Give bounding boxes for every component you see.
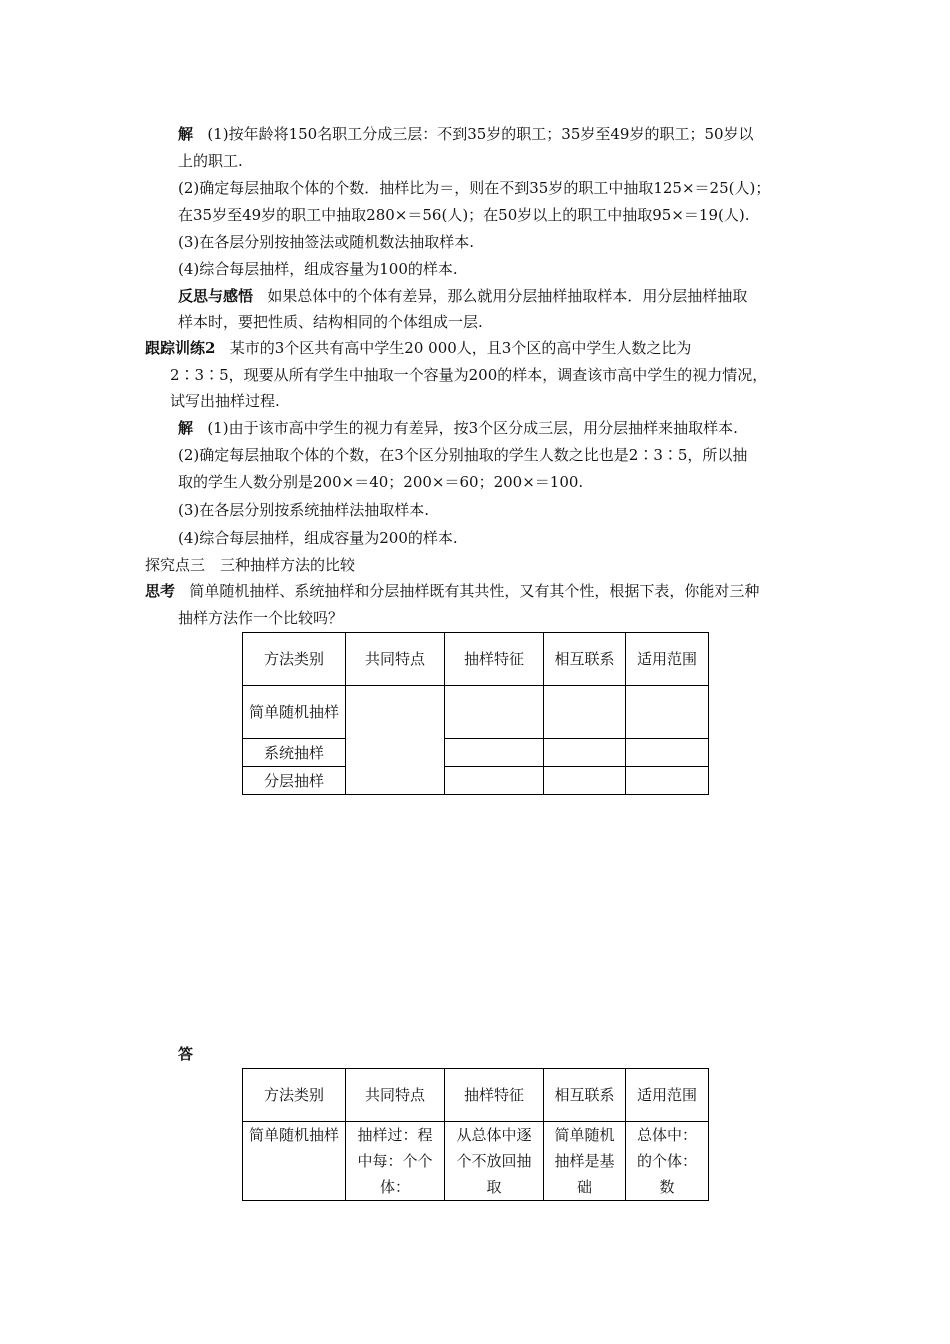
- reflection-label: 反思与感悟: [178, 287, 254, 305]
- solution2-label: 解: [178, 419, 194, 437]
- reflection-line-2: 样本时，要把性质、结构相同的个体组成一层.: [178, 313, 483, 331]
- header-cell: 抽样特征: [445, 1069, 544, 1122]
- row-label-cell: 分层抽样: [243, 767, 346, 795]
- training-line-2: 2∶3∶5，现要从所有学生中抽取一个容量为200的样本，调查该市高中学生的视力情况，: [170, 366, 768, 384]
- table-row: [243, 767, 709, 795]
- solution-line-1: 解 (1)按年龄将150名职工分成三层：不到35岁的职工；35岁至49岁的职工；50岁以: [178, 125, 754, 143]
- header-cell: 共同特点: [346, 1069, 445, 1122]
- row-label-cell: 简单随机抽样: [243, 686, 346, 739]
- table-row: [243, 1122, 709, 1201]
- training-line-3: 试写出抽样过程.: [170, 392, 280, 410]
- header-cell: 适用范围: [626, 1069, 709, 1122]
- data-cell: 从总体中逐个不放回抽取: [445, 1122, 544, 1201]
- empty-cell: [544, 767, 626, 795]
- table-row: [243, 739, 709, 767]
- solution-line-2: 上的职工.: [178, 152, 243, 170]
- reflection-line-1: 反思与感悟 如果总体中的个体有差异，那么就用分层抽样抽取样本．用分层抽样抽取: [178, 287, 748, 305]
- solution2-line-2: (2)确定每层抽取个体的个数，在3个区分别抽取的学生人数之比也是2∶3∶5，所以抽: [178, 446, 748, 464]
- table-header-row: [243, 1069, 709, 1122]
- solution2-line-3: 取的学生人数分别是200×＝40；200×＝60；200×＝100.: [178, 473, 584, 491]
- solution-label: 解: [178, 125, 194, 143]
- empty-cell: [544, 739, 626, 767]
- empty-cell: [346, 686, 445, 795]
- think-label: 思考: [145, 582, 176, 600]
- think-line-1: 思考 简单随机抽样、系统抽样和分层抽样既有其共性，又有其个性，根据下表，你能对三种: [145, 582, 760, 600]
- empty-cell: [445, 739, 544, 767]
- header-cell: 共同特点: [346, 633, 445, 686]
- empty-cell: [445, 767, 544, 795]
- think-line-2: 抽样方法作一个比较吗？: [178, 609, 344, 627]
- header-cell: 方法类别: [243, 1069, 346, 1122]
- table-row: [243, 686, 709, 739]
- header-cell: 方法类别: [243, 633, 346, 686]
- empty-cell: [445, 686, 544, 739]
- empty-cell: [626, 767, 709, 795]
- row-label-cell: 简单随机抽样: [243, 1122, 346, 1201]
- solution2-line-5: (4)综合每层抽样，组成容量为200的样本.: [178, 529, 458, 547]
- answer-label: 答: [178, 1045, 194, 1063]
- header-cell: 相互联系: [544, 633, 626, 686]
- header-cell: 抽样特征: [445, 633, 544, 686]
- section-title: 探究点三 三种抽样方法的比较: [145, 556, 356, 574]
- table-header-row: [243, 633, 709, 686]
- training-label: 跟踪训练2: [145, 339, 216, 357]
- solution-line-6: (4)综合每层抽样，组成容量为100的样本.: [178, 260, 458, 278]
- comparison-table: [242, 632, 709, 795]
- training-line-1: 跟踪训练2 某市的3个区共有高中学生20 000人，且3个区的高中学生人数之比为: [145, 339, 692, 357]
- solution2-line-4: (3)在各层分别按系统抽样法抽取样本.: [178, 501, 430, 519]
- data-cell: 总体中：的个体：数: [626, 1122, 709, 1201]
- empty-cell: [626, 686, 709, 739]
- answer-table: [242, 1068, 709, 1201]
- header-cell: 相互联系: [544, 1069, 626, 1122]
- empty-cell: [626, 739, 709, 767]
- row-label-cell: 系统抽样: [243, 739, 346, 767]
- data-cell: 简单随机抽样是基础: [544, 1122, 626, 1201]
- solution-line-5: (3)在各层分别按抽签法或随机数法抽取样本.: [178, 233, 475, 251]
- data-cell: 抽样过：程中每：个个体：: [346, 1122, 445, 1201]
- header-cell: 适用范围: [626, 633, 709, 686]
- solution-line-3: (2)确定每层抽取个体的个数．抽样比为＝，则在不到35岁的职工中抽取125×＝25(人)；: [178, 179, 771, 197]
- solution-line-4: 在35岁至49岁的职工中抽取280×＝56(人)；在50岁以上的职工中抽取95×＝19(人).: [178, 206, 750, 224]
- solution2-line-1: 解 (1)由于该市高中学生的视力有差异，按3个区分成三层，用分层抽样来抽取样本.: [178, 419, 738, 437]
- empty-cell: [544, 686, 626, 739]
